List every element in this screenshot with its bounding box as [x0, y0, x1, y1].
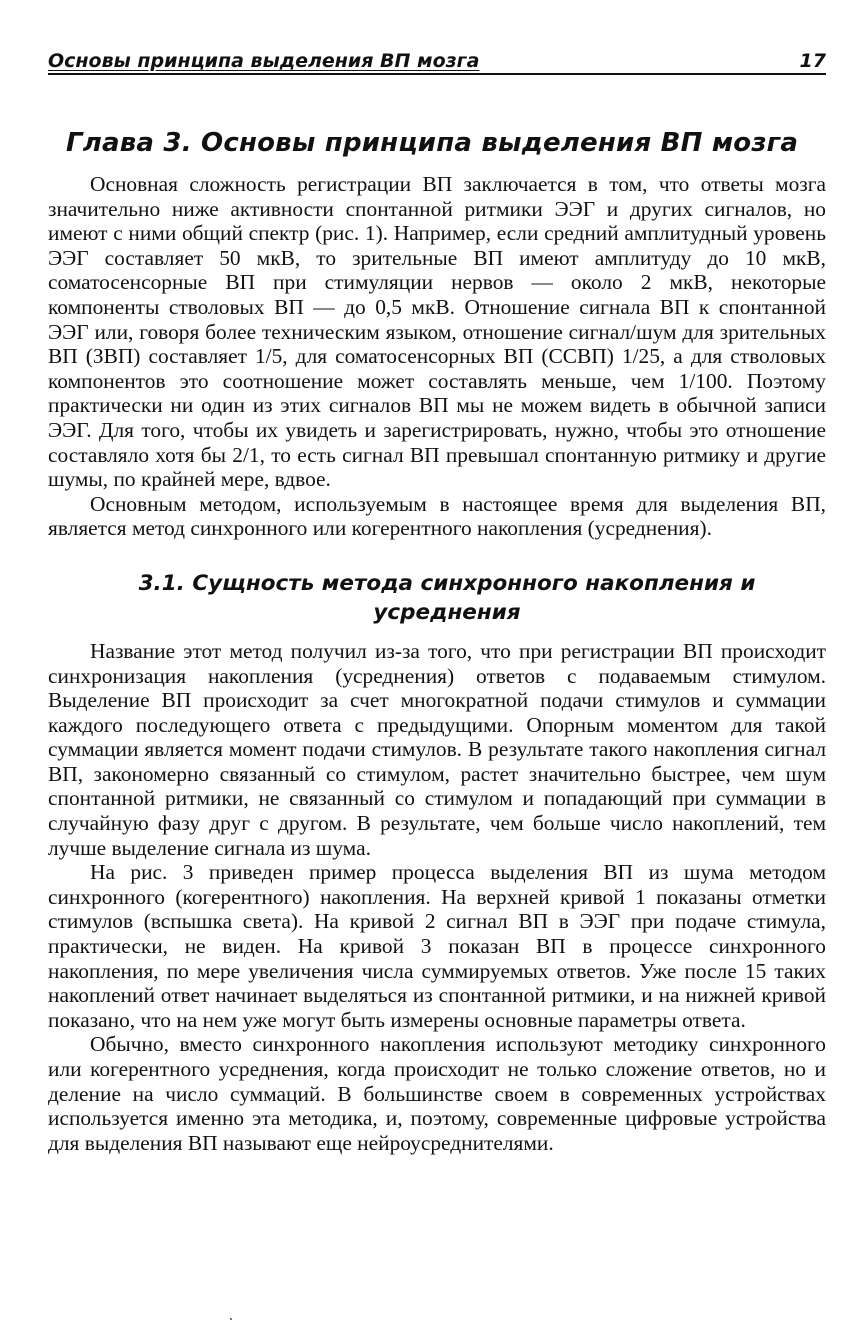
- running-header: [48, 50, 826, 75]
- chapter-body: [48, 172, 826, 541]
- paragraph: На рис. 3 приведен пример процесса выделения ВП из шума методом синхронного (когерентного) накопления. На верхней кривой 1 показаны отметки стимулов (вспышка света). На кривой 2 сигнал ВП в ЭЭГ при подаче стимула, практически, не виден. На кривой 3 показан ВП в процессе синхронного накопления, по мере увеличения числа суммируемых ответов. Уже после 15 таких накоплений ответ начинает выделяться из спонтанной ритмики, и на нижней кривой показано, что на нем уже могут быть измерены основные параметры ответа.: [48, 860, 826, 1032]
- section-title: 3.1. Сущность метода синхронного накопления и усреднения: [138, 570, 756, 625]
- paragraph: Основная сложность регистрации ВП заключается в том, что ответы мозга значительно ниже активности спонтанной ритмики ЭЭГ и других сигналов, но имеют с ними общий спектр (рис. 1). Например, если средний амплитудный уровень ЭЭГ составляет 50 мкВ, то зрительные ВП имеют амплитуду до 10 мкВ, соматосенсорные ВП при стимуляции нервов — около 2 мкВ, некоторые компоненты стволовых ВП — до 0,5 мкВ. Отношение сигнала ВП к спонтанной ЭЭГ или, говоря более техническим языком, отношение сигнал/шум для зрительных ВП (ЗВП) составляет 1/5, для соматосенсорных ВП (ССВП) 1/25, а для стволовых компонентов это соотношение может составлять меньше, чем 1/100. Поэтому практически ни один из этих сигналов ВП мы не можем видеть в обычной записи ЭЭГ. Для того, чтобы их увидеть и зарегистрировать, нужно, чтобы это отношение составляло хотя бы 2/1, то есть сигнал ВП превышал спонтанную ритмику и другие шумы, по крайней мере, вдвое.: [48, 172, 826, 492]
- running-title: Основы принципа выделения ВП мозга: [48, 50, 480, 72]
- section-body: [48, 639, 826, 1155]
- chapter-title: Глава 3. Основы принципа выделения ВП мозга: [66, 128, 799, 158]
- page-number: 17: [799, 50, 826, 72]
- scan-speck: [230, 1318, 232, 1320]
- paragraph: Название этот метод получил из-за того, что при регистрации ВП происходит синхронизация накопления (усреднения) ответов с подаваемым стимулом. Выделение ВП происходит за счет многократной подачи стимулов и суммации каждого последующего ответа с предыдущими. Опорным моментом для такой суммации является момент подачи стимулов. В результате такого накопления сигнал ВП, закономерно связанный со стимулом, растет значительно быстрее, чем шум спонтанной ритмики, не связанный со стимулом и попадающий при суммации в случайную фазу друг с другом. В результате, чем больше число накоплений, тем лучше выделение сигнала из шума.: [48, 638, 826, 860]
- paragraph: Обычно, вместо синхронного накопления используют методику синхронного или когерентного усреднения, когда происходит не только сложение ответов, но и деление на число суммаций. В большинстве своем в современных устройствах используется именно эта методика, и, поэтому, современные цифровые устройства для выделения ВП называют еще нейроусреднителями.: [48, 1032, 826, 1155]
- book-page: [48, 50, 826, 1155]
- paragraph: Основным методом, используемым в настоящее время для выделения ВП, является метод синхронного или когерентного накопления (усреднения).: [48, 491, 826, 541]
